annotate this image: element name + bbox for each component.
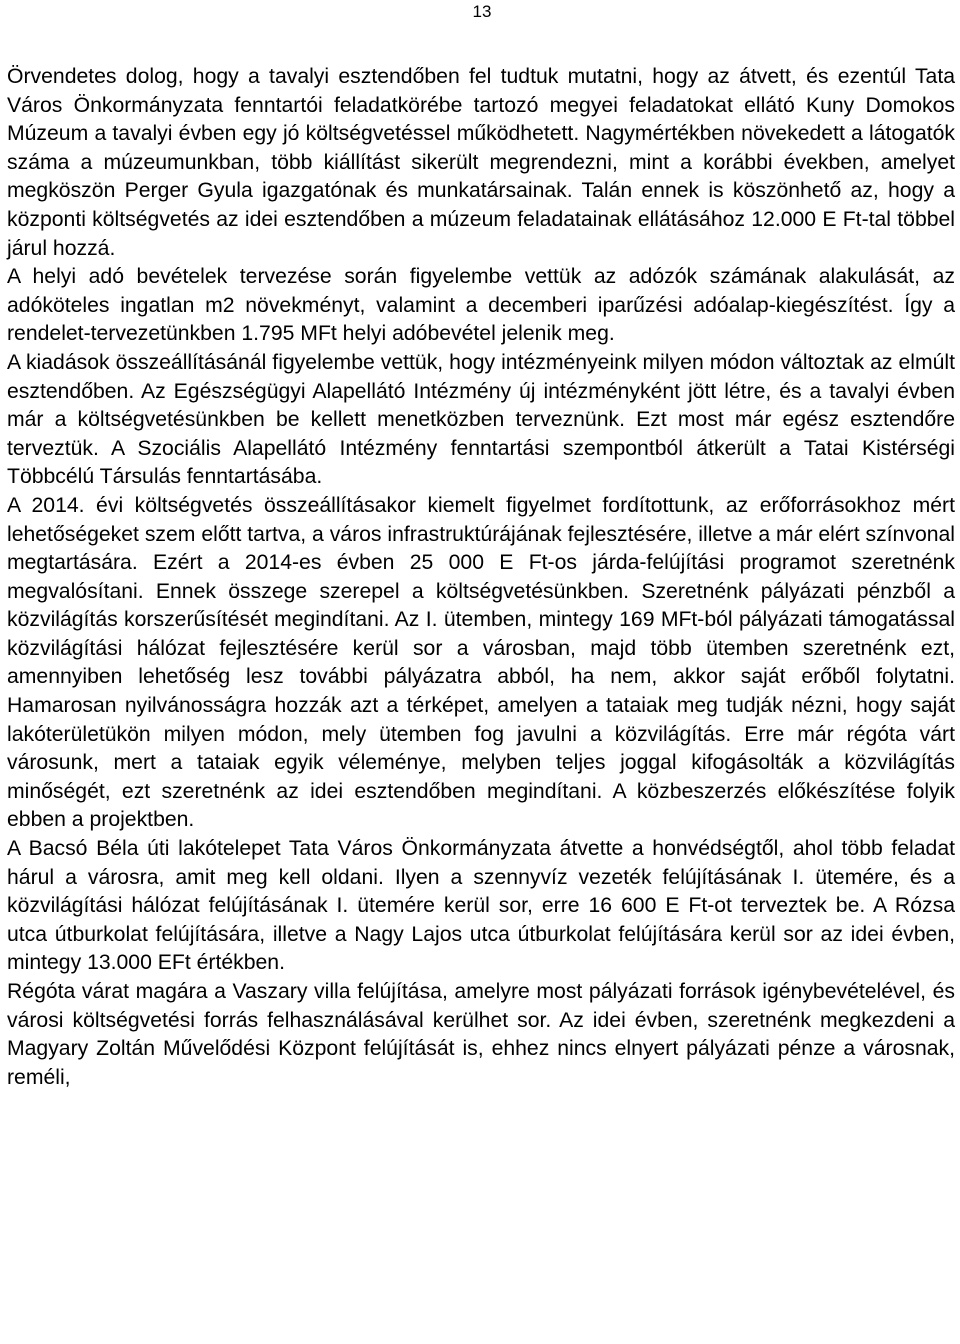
paragraph-expenses: A kiadások összeállításánál figyelembe vettük, hogy intézményeink milyen módon változtak az elmúlt esztendőben. Az Egészségügyi Alapellátó Intézmény új intézményként jött létre, és a tavalyi évben már a költségvetésünkben be kellett menetközben terveznünk. Ezt most már egész esztendőre terveztük. A Szociális Alapellátó Intézmény fenntartási szempontból átkerült a Tatai Kistérségi Többcélú Társulás fenntartásába. (7, 350, 955, 489)
paragraph-local-tax: A helyi adó bevételek tervezése során figyelembe vettük az adózók számának alakulását, az adóköteles ingatlan m2 növekményt, valamint a decemberi iparűzési adóalap-kiegészítést. Így a rendelet-tervezetünkben 1.795 MFt helyi adóbevétel jelenik meg. (7, 265, 955, 346)
document-body (7, 63, 955, 1092)
paragraph-vaszary-villa: Régóta várat magára a Vaszary villa felújítása, amelyre most pályázati források igénybevételével, és városi költségvetési forrás felhasználásával kerülhet sor. Az idei évben, szeretnénk megkezdeni a Magyary Zoltán Művelődési Központ felújítását is, ehhez nincs elnyert pályázati pénze a városnak, reméli, (7, 980, 955, 1089)
paragraph-museum: Örvendetes dolog, hogy a tavalyi esztendőben fel tudtuk mutatni, hogy az átvett, és ezentúl Tata Város Önkormányzata fenntartói feladatkörébe tartozó megyei feladatokat ellátó Kuny Domokos Múzeum a tavalyi évben egy jó költségvetéssel működhetett. Nagymértékben növekedett a látogatók száma a múzeumunkban, több kiállítást sikerült megrendezni, mint a korábbi években, amelyet megköszön Perger Gyula igazgatónak és munkatársainak. Talán ennek is köszönhető az, hogy a központi költségvetés az idei esztendőben a múzeum feladatainak ellátásához 12.000 E Ft-tal többel járul hozzá. (7, 65, 955, 260)
paragraph-bacso-bela: A Bacsó Béla úti lakótelepet Tata Város Önkormányzata átvette a honvédségtől, ahol több feladat hárul a városra, amit meg kell oldani. Ilyen a szennyvíz vezeték felújításának I. ütemére, és a közvilágítási hálózat felújításának I. ütemére kerül sor, erre 16 600 E Ft-ot terveztek be. A Rózsa utca útburkolat felújítására, illetve a Nagy Lajos utca útburkolat felújítására kerül sor az idei évben, mintegy 13.000 EFt értékben. (7, 837, 955, 975)
page-number: 13 (472, 2, 492, 21)
paragraph-budget-2014: A 2014. évi költségvetés összeállításakor kiemelt figyelmet fordítottunk, az erőforrásokhoz mért lehetőségeket szem előtt tartva, a város infrastruktúrájának fejlesztésére, illetve a már elért színvonal megtartására. Ezért a 2014-es évben 25 000 E Ft-os járda-felújítási programot szeretnénk megvalósítani. Ennek összege szerepel a költségvetésünkben. Szeretnénk pályázati pénzből a közvilágítás korszerűsítését megindítani. Az I. ütemben, mintegy 169 MFt-ból pályázati támogatással közvilágítási hálózat fejlesztésére kerül sor a városban, majd több ütemben szeretnénk ezt, amennyiben lehetőség lesz további pályázatra abból, ha nem, akkor saját erőből folytatni. Hamarosan nyilvánosságra hozzák azt a térképet, amelyen a tataiak meg tudják nézni, hogy saját lakóterületükön milyen módon, mely ütemben fog javulni a közvilágítás. Erre már régóta várt városunk, mert a tataiak egyik véleménye, melyben teljes joggal kifogásolták a közvilágítás minőségét, ezt szeretnénk az idei esztendőben megindítani. A közbeszerzés előkészítése folyik ebben a projektben. (7, 493, 955, 832)
